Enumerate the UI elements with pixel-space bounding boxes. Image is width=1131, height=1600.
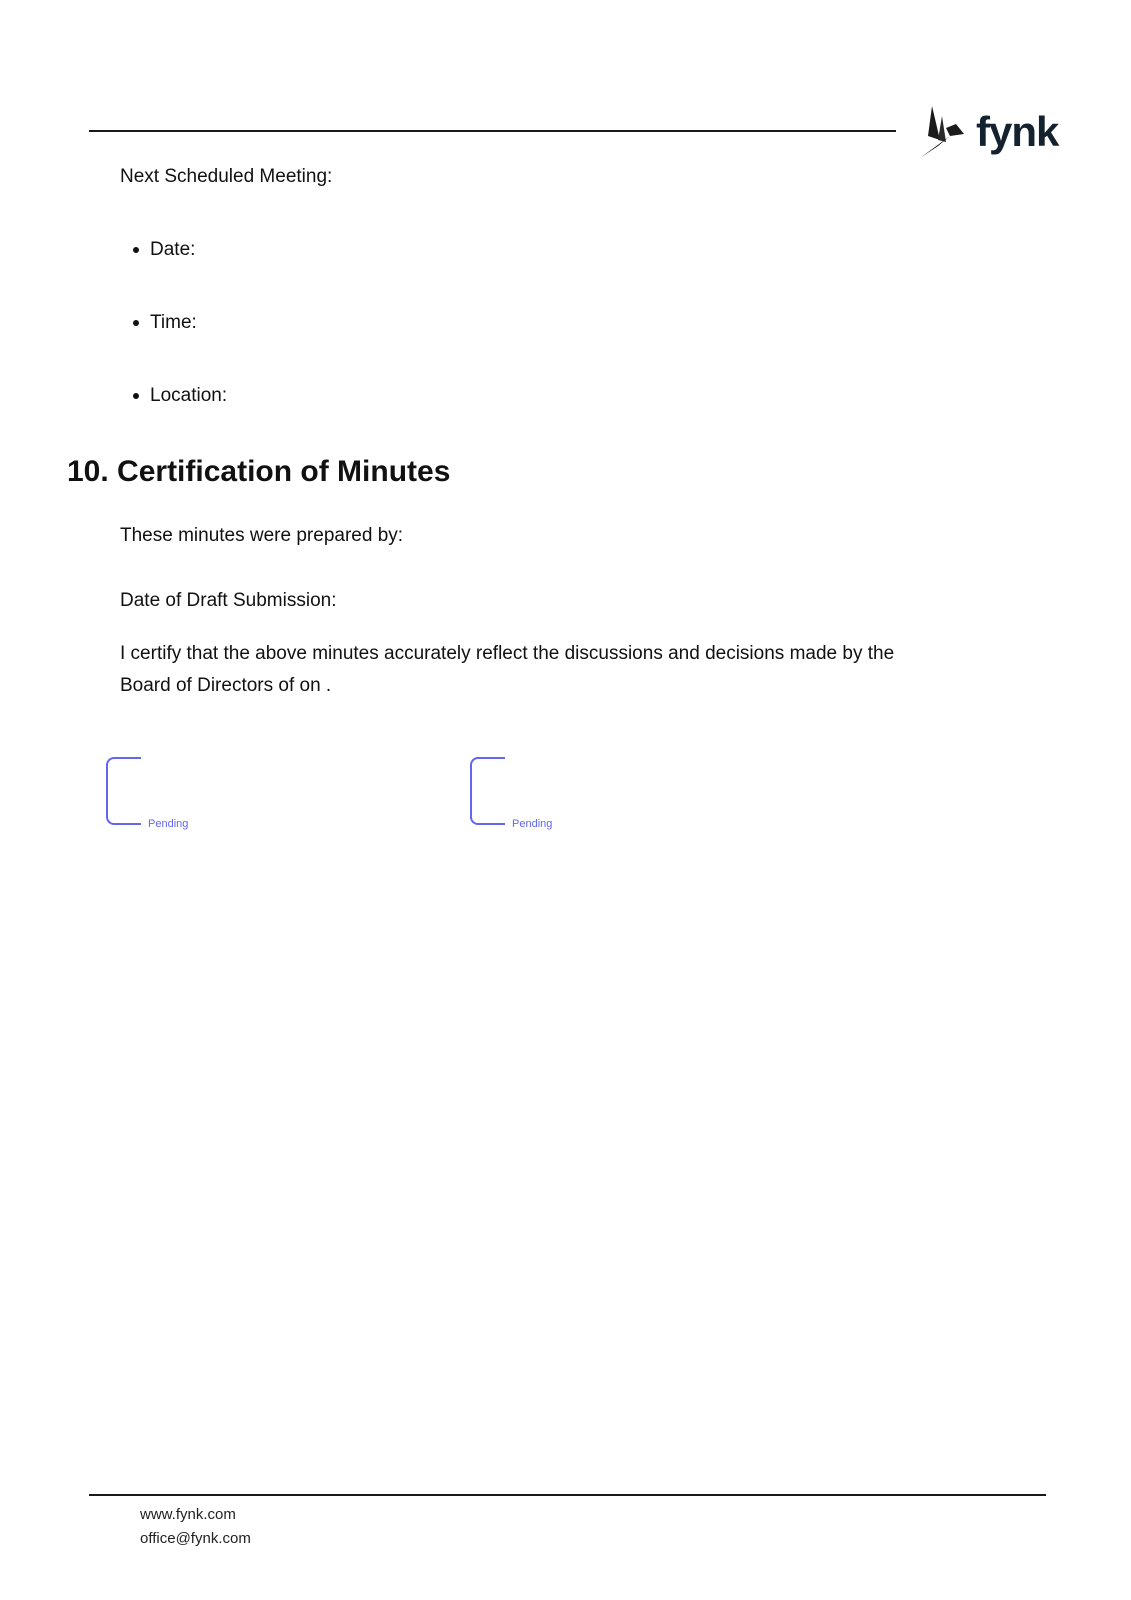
certify-text-line2: Board of Directors of on . [120, 675, 332, 696]
meeting-date-label: Date: [150, 239, 196, 260]
signature-box[interactable] [470, 757, 505, 825]
bullet-icon [133, 247, 139, 253]
section-heading: 10. Certification of Minutes [67, 455, 451, 488]
bullet-icon [133, 320, 139, 326]
footer-rule [89, 1494, 1046, 1496]
draft-date-label: Date of Draft Submission: [120, 590, 337, 611]
logo-text: fynk [976, 108, 1059, 155]
bird-icon [920, 106, 968, 158]
meeting-time-label: Time: [150, 312, 197, 333]
next-meeting-label: Next Scheduled Meeting: [120, 166, 333, 187]
footer-website: www.fynk.com [140, 1506, 236, 1523]
bullet-icon [133, 393, 139, 399]
signature-box[interactable] [106, 757, 141, 825]
signature-status: Pending [148, 818, 189, 830]
certify-text-line1: I certify that the above minutes accurately reflect the discussions and decisions made by the [120, 643, 895, 664]
footer-email: office@fynk.com [140, 1530, 251, 1547]
prepared-by-label: These minutes were prepared by: [120, 525, 404, 546]
signature-status: Pending [512, 818, 553, 830]
header-rule [89, 130, 896, 132]
meeting-location-label: Location: [150, 385, 228, 406]
